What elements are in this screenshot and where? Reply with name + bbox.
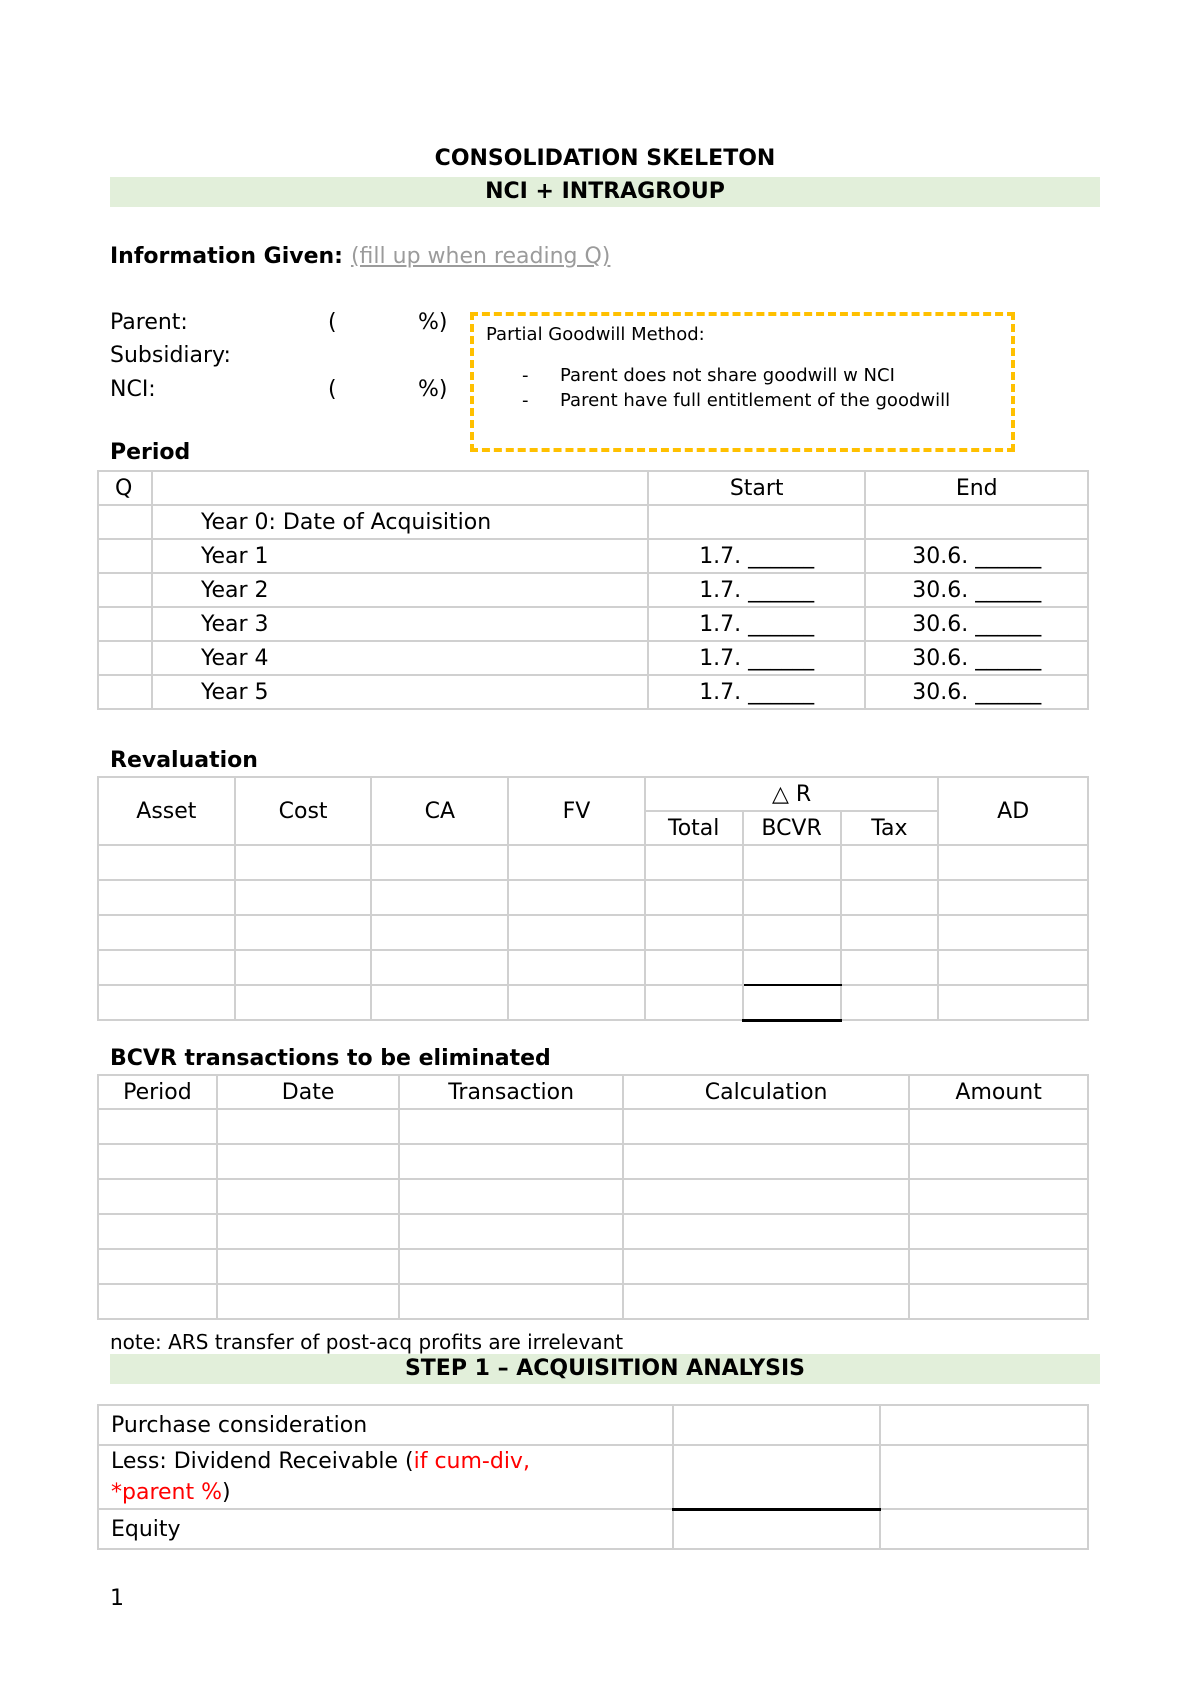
period-label: Year 5 — [152, 675, 648, 709]
bcvr-header-amount: Amount — [909, 1075, 1088, 1109]
table-row — [98, 607, 1088, 641]
period-table — [97, 470, 1089, 710]
cell[interactable] — [217, 1179, 400, 1214]
period-start[interactable]: 1.7. ______ — [648, 573, 866, 607]
table-row — [98, 1284, 1088, 1319]
cell[interactable] — [371, 880, 508, 915]
cell[interactable] — [880, 1405, 1088, 1445]
cell[interactable] — [371, 985, 508, 1020]
bcvr-heading: BCVR transactions to be eliminated — [110, 1046, 551, 1071]
cell[interactable] — [508, 950, 645, 985]
cell[interactable] — [217, 1109, 400, 1144]
subsidiary-label: Subsidiary: — [110, 343, 231, 368]
cell[interactable] — [938, 845, 1088, 880]
period-end[interactable]: 30.6. ______ — [865, 573, 1088, 607]
cell[interactable] — [98, 1284, 217, 1319]
cell[interactable] — [673, 1445, 881, 1509]
period-end[interactable]: 30.6. ______ — [865, 641, 1088, 675]
period-start[interactable]: 1.7. ______ — [648, 641, 866, 675]
period-header-label — [152, 471, 648, 505]
table-row — [98, 880, 1088, 915]
cell[interactable] — [841, 915, 939, 950]
cell[interactable] — [98, 1179, 217, 1214]
reval-header-ca: CA — [371, 777, 508, 845]
equity-label: Equity — [98, 1509, 673, 1549]
cell[interactable] — [217, 1284, 400, 1319]
table-row — [98, 573, 1088, 607]
reval-header-fv: FV — [508, 777, 645, 845]
cell[interactable] — [909, 1144, 1088, 1179]
cell[interactable] — [743, 915, 841, 950]
cell[interactable] — [98, 950, 235, 985]
period-start[interactable]: 1.7. ______ — [648, 539, 866, 573]
revaluation-heading: Revaluation — [110, 748, 258, 773]
period-heading: Period — [110, 440, 191, 465]
revaluation-table — [97, 776, 1089, 1022]
cell[interactable] — [399, 1284, 623, 1319]
cell[interactable] — [623, 1249, 909, 1284]
cell[interactable] — [217, 1249, 400, 1284]
cell[interactable] — [938, 880, 1088, 915]
period-label: Year 3 — [152, 607, 648, 641]
table-row — [98, 950, 1088, 985]
cell[interactable] — [645, 880, 743, 915]
parent-pct-close: %) — [418, 310, 448, 335]
table-row — [98, 915, 1088, 950]
cell[interactable] — [98, 1109, 217, 1144]
cell[interactable] — [645, 845, 743, 880]
cell[interactable] — [235, 950, 372, 985]
cell[interactable] — [371, 950, 508, 985]
nci-pct-close: %) — [418, 377, 448, 402]
cell[interactable] — [841, 845, 939, 880]
cell[interactable] — [399, 1109, 623, 1144]
cell[interactable] — [508, 880, 645, 915]
cell[interactable] — [909, 1214, 1088, 1249]
cell[interactable] — [938, 950, 1088, 985]
cell[interactable] — [508, 985, 645, 1020]
period-label: Year 2 — [152, 573, 648, 607]
period-label: Year 0: Date of Acquisition — [152, 505, 648, 539]
table-row — [98, 1249, 1088, 1284]
period-start[interactable] — [648, 505, 866, 539]
subtitle-band: NCI + INTRAGROUP — [110, 177, 1100, 207]
table-row — [98, 505, 1088, 539]
goodwill-bullet: - Parent have full entitlement of the goodwill — [522, 390, 951, 411]
dividend-receivable-label: Less: Dividend Receivable (if cum-div, *parent %) — [98, 1445, 673, 1509]
table-row — [98, 1509, 1088, 1549]
q-cell[interactable] — [98, 505, 152, 539]
document-title: CONSOLIDATION SKELETON — [434, 146, 776, 171]
cell[interactable] — [98, 1214, 217, 1249]
cell[interactable] — [841, 880, 939, 915]
table-row — [98, 985, 1088, 1020]
table-row — [98, 1214, 1088, 1249]
q-cell[interactable] — [98, 607, 152, 641]
cell[interactable] — [841, 985, 939, 1020]
table-row — [98, 675, 1088, 709]
cell[interactable] — [743, 845, 841, 880]
cell[interactable] — [235, 985, 372, 1020]
goodwill-heading: Partial Goodwill Method: — [486, 324, 705, 345]
cell[interactable] — [645, 915, 743, 950]
cell[interactable] — [938, 915, 1088, 950]
cell[interactable] — [623, 1179, 909, 1214]
cell[interactable] — [98, 1144, 217, 1179]
step1-band: STEP 1 – ACQUISITION ANALYSIS — [110, 1354, 1100, 1384]
cell[interactable] — [623, 1214, 909, 1249]
cell[interactable] — [217, 1144, 400, 1179]
reval-header-total: Total — [645, 811, 743, 845]
table-row — [98, 641, 1088, 675]
purchase-consideration-label: Purchase consideration — [98, 1405, 673, 1445]
cell[interactable] — [743, 950, 841, 985]
bcvr-header-period: Period — [98, 1075, 217, 1109]
parent-pct-open: ( — [328, 310, 337, 335]
nci-label: NCI: — [110, 377, 156, 402]
reval-header-ad: AD — [938, 777, 1088, 845]
bcvr-header-date: Date — [217, 1075, 400, 1109]
q-cell[interactable] — [98, 573, 152, 607]
cell[interactable] — [217, 1214, 400, 1249]
cell[interactable] — [645, 985, 743, 1020]
q-cell[interactable] — [98, 539, 152, 573]
cell[interactable] — [623, 1284, 909, 1319]
table-row — [98, 539, 1088, 573]
table-row — [98, 1179, 1088, 1214]
cell[interactable] — [98, 915, 235, 950]
bcvr-header-transaction: Transaction — [399, 1075, 623, 1109]
table-row — [98, 1109, 1088, 1144]
q-cell[interactable] — [98, 641, 152, 675]
cell[interactable] — [909, 1284, 1088, 1319]
page-number: 1 — [110, 1586, 124, 1611]
cell[interactable] — [909, 1109, 1088, 1144]
table-row — [98, 1405, 1088, 1445]
bcvr-table — [97, 1074, 1089, 1320]
q-cell[interactable] — [98, 675, 152, 709]
cell[interactable] — [399, 1179, 623, 1214]
cell[interactable] — [399, 1249, 623, 1284]
cell[interactable] — [743, 985, 841, 1020]
information-given — [110, 244, 610, 269]
cell[interactable] — [98, 880, 235, 915]
cell[interactable] — [371, 845, 508, 880]
cell[interactable] — [938, 985, 1088, 1020]
nci-pct-open: ( — [328, 377, 337, 402]
cell[interactable] — [399, 1214, 623, 1249]
ars-note: note: ARS transfer of post-acq profits are irrelevant — [110, 1330, 624, 1354]
cell[interactable] — [98, 845, 235, 880]
cell[interactable] — [508, 915, 645, 950]
period-end[interactable]: 30.6. ______ — [865, 675, 1088, 709]
cell[interactable] — [673, 1405, 881, 1445]
cell[interactable] — [880, 1445, 1088, 1509]
reval-header-delta-r: △ R — [645, 777, 939, 811]
cell[interactable] — [909, 1179, 1088, 1214]
period-label: Year 4 — [152, 641, 648, 675]
reval-header-bcvr: BCVR — [743, 811, 841, 845]
period-label: Year 1 — [152, 539, 648, 573]
goodwill-bullet: - Parent does not share goodwill w NCI — [522, 365, 895, 386]
cell[interactable] — [371, 915, 508, 950]
cell[interactable] — [235, 880, 372, 915]
bcvr-header-calculation: Calculation — [623, 1075, 909, 1109]
cell[interactable] — [673, 1509, 881, 1549]
cell[interactable] — [508, 845, 645, 880]
cell[interactable] — [909, 1249, 1088, 1284]
cell[interactable] — [645, 950, 743, 985]
period-end[interactable] — [865, 505, 1088, 539]
table-row — [98, 845, 1088, 880]
cell[interactable] — [98, 985, 235, 1020]
cell[interactable] — [880, 1509, 1088, 1549]
table-row — [98, 1144, 1088, 1179]
period-start[interactable]: 1.7. ______ — [648, 607, 866, 641]
goodwill-note-box — [470, 312, 1015, 452]
period-end[interactable]: 30.6. ______ — [865, 539, 1088, 573]
reval-header-asset: Asset — [98, 777, 235, 845]
cell[interactable] — [841, 950, 939, 985]
cell[interactable] — [623, 1109, 909, 1144]
period-header-end: End — [865, 471, 1088, 505]
cell[interactable] — [623, 1144, 909, 1179]
table-row — [98, 1445, 1088, 1509]
parent-label: Parent: — [110, 310, 188, 335]
reval-header-tax: Tax — [841, 811, 939, 845]
cell[interactable] — [235, 915, 372, 950]
cell[interactable] — [98, 1249, 217, 1284]
period-header-q: Q — [98, 471, 152, 505]
info-label: Information Given: — [110, 244, 343, 269]
period-start[interactable]: 1.7. ______ — [648, 675, 866, 709]
cell[interactable] — [235, 845, 372, 880]
info-hint: (fill up when reading Q) — [350, 244, 611, 269]
period-header-start: Start — [648, 471, 866, 505]
cell[interactable] — [743, 880, 841, 915]
period-end[interactable]: 30.6. ______ — [865, 607, 1088, 641]
acquisition-table — [97, 1404, 1089, 1550]
cell[interactable] — [399, 1144, 623, 1179]
reval-header-cost: Cost — [235, 777, 372, 845]
